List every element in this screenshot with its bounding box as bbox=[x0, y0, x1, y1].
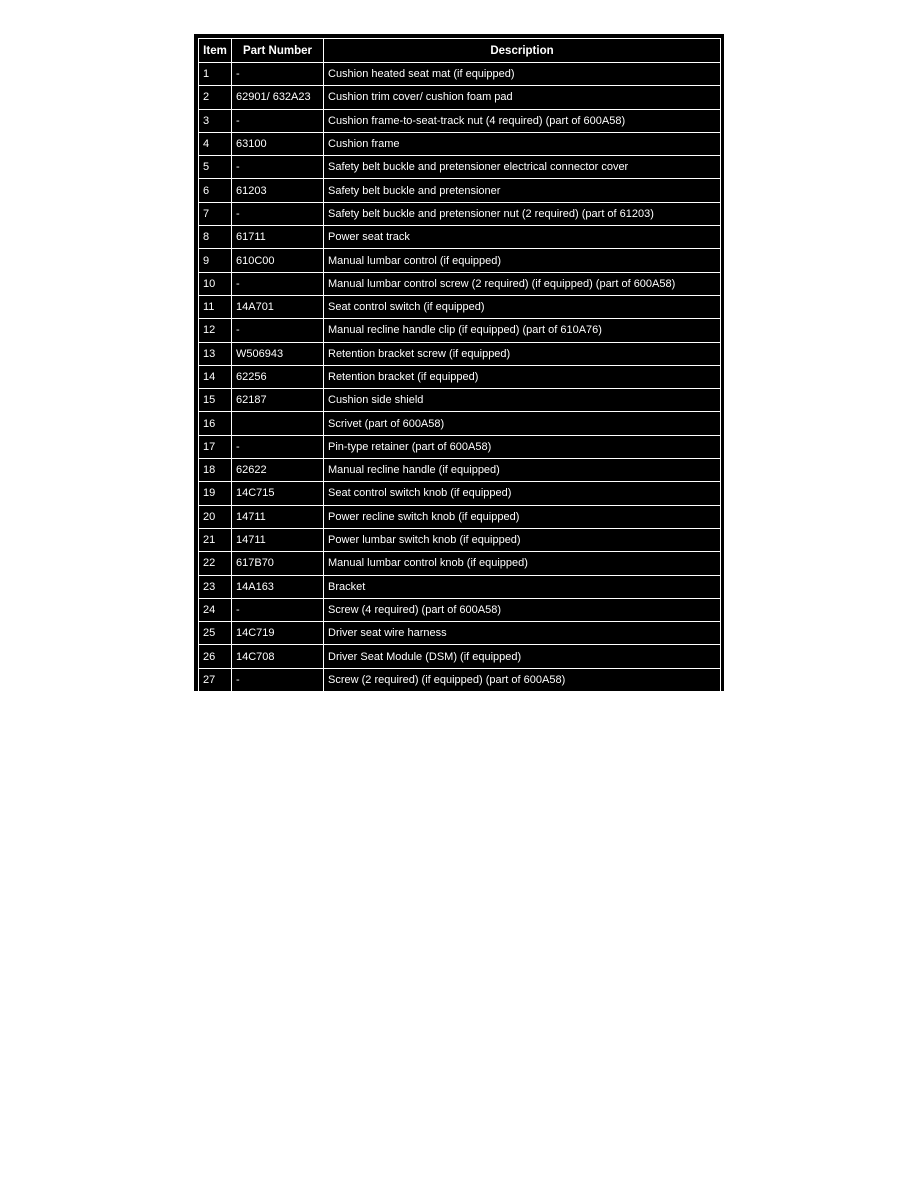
table-row bbox=[199, 109, 721, 132]
cell-description: Manual lumbar control (if equipped) bbox=[324, 249, 721, 272]
cell-description: Screw (4 required) (part of 600A58) bbox=[324, 598, 721, 621]
cell-item: 21 bbox=[199, 528, 232, 551]
cell-description: Safety belt buckle and pretensioner bbox=[324, 179, 721, 202]
cell-item: 19 bbox=[199, 482, 232, 505]
cell-description: Retention bracket (if equipped) bbox=[324, 365, 721, 388]
cell-description: Manual recline handle clip (if equipped) (part of 610A76) bbox=[324, 319, 721, 342]
cell-description: Cushion frame bbox=[324, 132, 721, 155]
cell-part-number: 62622 bbox=[232, 459, 324, 482]
cell-description: Driver Seat Module (DSM) (if equipped) bbox=[324, 645, 721, 668]
table-row bbox=[199, 389, 721, 412]
table-row bbox=[199, 528, 721, 551]
cell-description: Seat control switch knob (if equipped) bbox=[324, 482, 721, 505]
cell-description: Manual lumbar control screw (2 required) (if equipped) (part of 600A58) bbox=[324, 272, 721, 295]
table-row bbox=[199, 668, 721, 691]
cell-part-number bbox=[232, 412, 324, 435]
table-row bbox=[199, 598, 721, 621]
header-part-number: Part Number bbox=[232, 39, 324, 63]
table-row bbox=[199, 319, 721, 342]
cell-description: Cushion side shield bbox=[324, 389, 721, 412]
cell-item: 25 bbox=[199, 622, 232, 645]
parts-table-frame bbox=[194, 34, 724, 691]
cell-description: Safety belt buckle and pretensioner electrical connector cover bbox=[324, 156, 721, 179]
cell-description: Manual lumbar control knob (if equipped) bbox=[324, 552, 721, 575]
cell-item: 3 bbox=[199, 109, 232, 132]
table-row bbox=[199, 86, 721, 109]
table-row bbox=[199, 179, 721, 202]
cell-part-number: 14C715 bbox=[232, 482, 324, 505]
header-item: Item bbox=[199, 39, 232, 63]
table-row bbox=[199, 459, 721, 482]
cell-description: Power seat track bbox=[324, 226, 721, 249]
cell-item: 4 bbox=[199, 132, 232, 155]
cell-part-number: 61203 bbox=[232, 179, 324, 202]
table-row bbox=[199, 552, 721, 575]
table-row bbox=[199, 249, 721, 272]
table-row bbox=[199, 272, 721, 295]
cell-description: Safety belt buckle and pretensioner nut (2 required) (part of 61203) bbox=[324, 202, 721, 225]
cell-part-number: W506943 bbox=[232, 342, 324, 365]
cell-part-number: 63100 bbox=[232, 132, 324, 155]
cell-description: Power lumbar switch knob (if equipped) bbox=[324, 528, 721, 551]
table-row bbox=[199, 132, 721, 155]
table-row bbox=[199, 482, 721, 505]
table-row bbox=[199, 156, 721, 179]
table-body bbox=[199, 63, 721, 692]
cell-description: Cushion trim cover/ cushion foam pad bbox=[324, 86, 721, 109]
cell-part-number: 62256 bbox=[232, 365, 324, 388]
cell-item: 18 bbox=[199, 459, 232, 482]
cell-part-number: 14A701 bbox=[232, 295, 324, 318]
cell-part-number: 14711 bbox=[232, 505, 324, 528]
cell-part-number: - bbox=[232, 109, 324, 132]
cell-item: 16 bbox=[199, 412, 232, 435]
cell-item: 9 bbox=[199, 249, 232, 272]
cell-part-number: - bbox=[232, 435, 324, 458]
cell-description: Cushion heated seat mat (if equipped) bbox=[324, 63, 721, 86]
cell-part-number: - bbox=[232, 272, 324, 295]
cell-description: Seat control switch (if equipped) bbox=[324, 295, 721, 318]
cell-description: Screw (2 required) (if equipped) (part of 600A58) bbox=[324, 668, 721, 691]
cell-part-number: 62187 bbox=[232, 389, 324, 412]
cell-item: 11 bbox=[199, 295, 232, 318]
cell-part-number: - bbox=[232, 598, 324, 621]
cell-item: 17 bbox=[199, 435, 232, 458]
table-row bbox=[199, 435, 721, 458]
cell-description: Bracket bbox=[324, 575, 721, 598]
cell-item: 15 bbox=[199, 389, 232, 412]
cell-part-number: 14711 bbox=[232, 528, 324, 551]
cell-item: 23 bbox=[199, 575, 232, 598]
cell-description: Pin-type retainer (part of 600A58) bbox=[324, 435, 721, 458]
cell-part-number: - bbox=[232, 668, 324, 691]
table-row bbox=[199, 63, 721, 86]
header-description: Description bbox=[324, 39, 721, 63]
table-row bbox=[199, 575, 721, 598]
cell-item: 5 bbox=[199, 156, 232, 179]
cell-description: Retention bracket screw (if equipped) bbox=[324, 342, 721, 365]
cell-item: 27 bbox=[199, 668, 232, 691]
cell-part-number: - bbox=[232, 156, 324, 179]
table-row bbox=[199, 505, 721, 528]
table-header bbox=[199, 39, 721, 63]
cell-part-number: - bbox=[232, 63, 324, 86]
cell-part-number: - bbox=[232, 202, 324, 225]
cell-description: Cushion frame-to-seat-track nut (4 required) (part of 600A58) bbox=[324, 109, 721, 132]
cell-item: 8 bbox=[199, 226, 232, 249]
cell-item: 26 bbox=[199, 645, 232, 668]
cell-item: 10 bbox=[199, 272, 232, 295]
cell-part-number: 14C719 bbox=[232, 622, 324, 645]
cell-item: 22 bbox=[199, 552, 232, 575]
table-row bbox=[199, 365, 721, 388]
table-row bbox=[199, 342, 721, 365]
cell-part-number: - bbox=[232, 319, 324, 342]
cell-part-number: 617B70 bbox=[232, 552, 324, 575]
cell-item: 6 bbox=[199, 179, 232, 202]
cell-part-number: 62901/ 632A23 bbox=[232, 86, 324, 109]
cell-item: 12 bbox=[199, 319, 232, 342]
table-row bbox=[199, 295, 721, 318]
cell-item: 2 bbox=[199, 86, 232, 109]
table-row bbox=[199, 645, 721, 668]
parts-table bbox=[198, 38, 721, 692]
cell-item: 7 bbox=[199, 202, 232, 225]
table-row bbox=[199, 226, 721, 249]
table-row bbox=[199, 412, 721, 435]
table-row bbox=[199, 622, 721, 645]
cell-part-number: 14A163 bbox=[232, 575, 324, 598]
cell-part-number: 610C00 bbox=[232, 249, 324, 272]
cell-description: Scrivet (part of 600A58) bbox=[324, 412, 721, 435]
cell-description: Power recline switch knob (if equipped) bbox=[324, 505, 721, 528]
cell-part-number: 61711 bbox=[232, 226, 324, 249]
cell-description: Driver seat wire harness bbox=[324, 622, 721, 645]
cell-item: 24 bbox=[199, 598, 232, 621]
cell-item: 20 bbox=[199, 505, 232, 528]
table-row bbox=[199, 202, 721, 225]
header-row bbox=[199, 39, 721, 63]
cell-part-number: 14C708 bbox=[232, 645, 324, 668]
cell-description: Manual recline handle (if equipped) bbox=[324, 459, 721, 482]
cell-item: 1 bbox=[199, 63, 232, 86]
cell-item: 13 bbox=[199, 342, 232, 365]
cell-item: 14 bbox=[199, 365, 232, 388]
